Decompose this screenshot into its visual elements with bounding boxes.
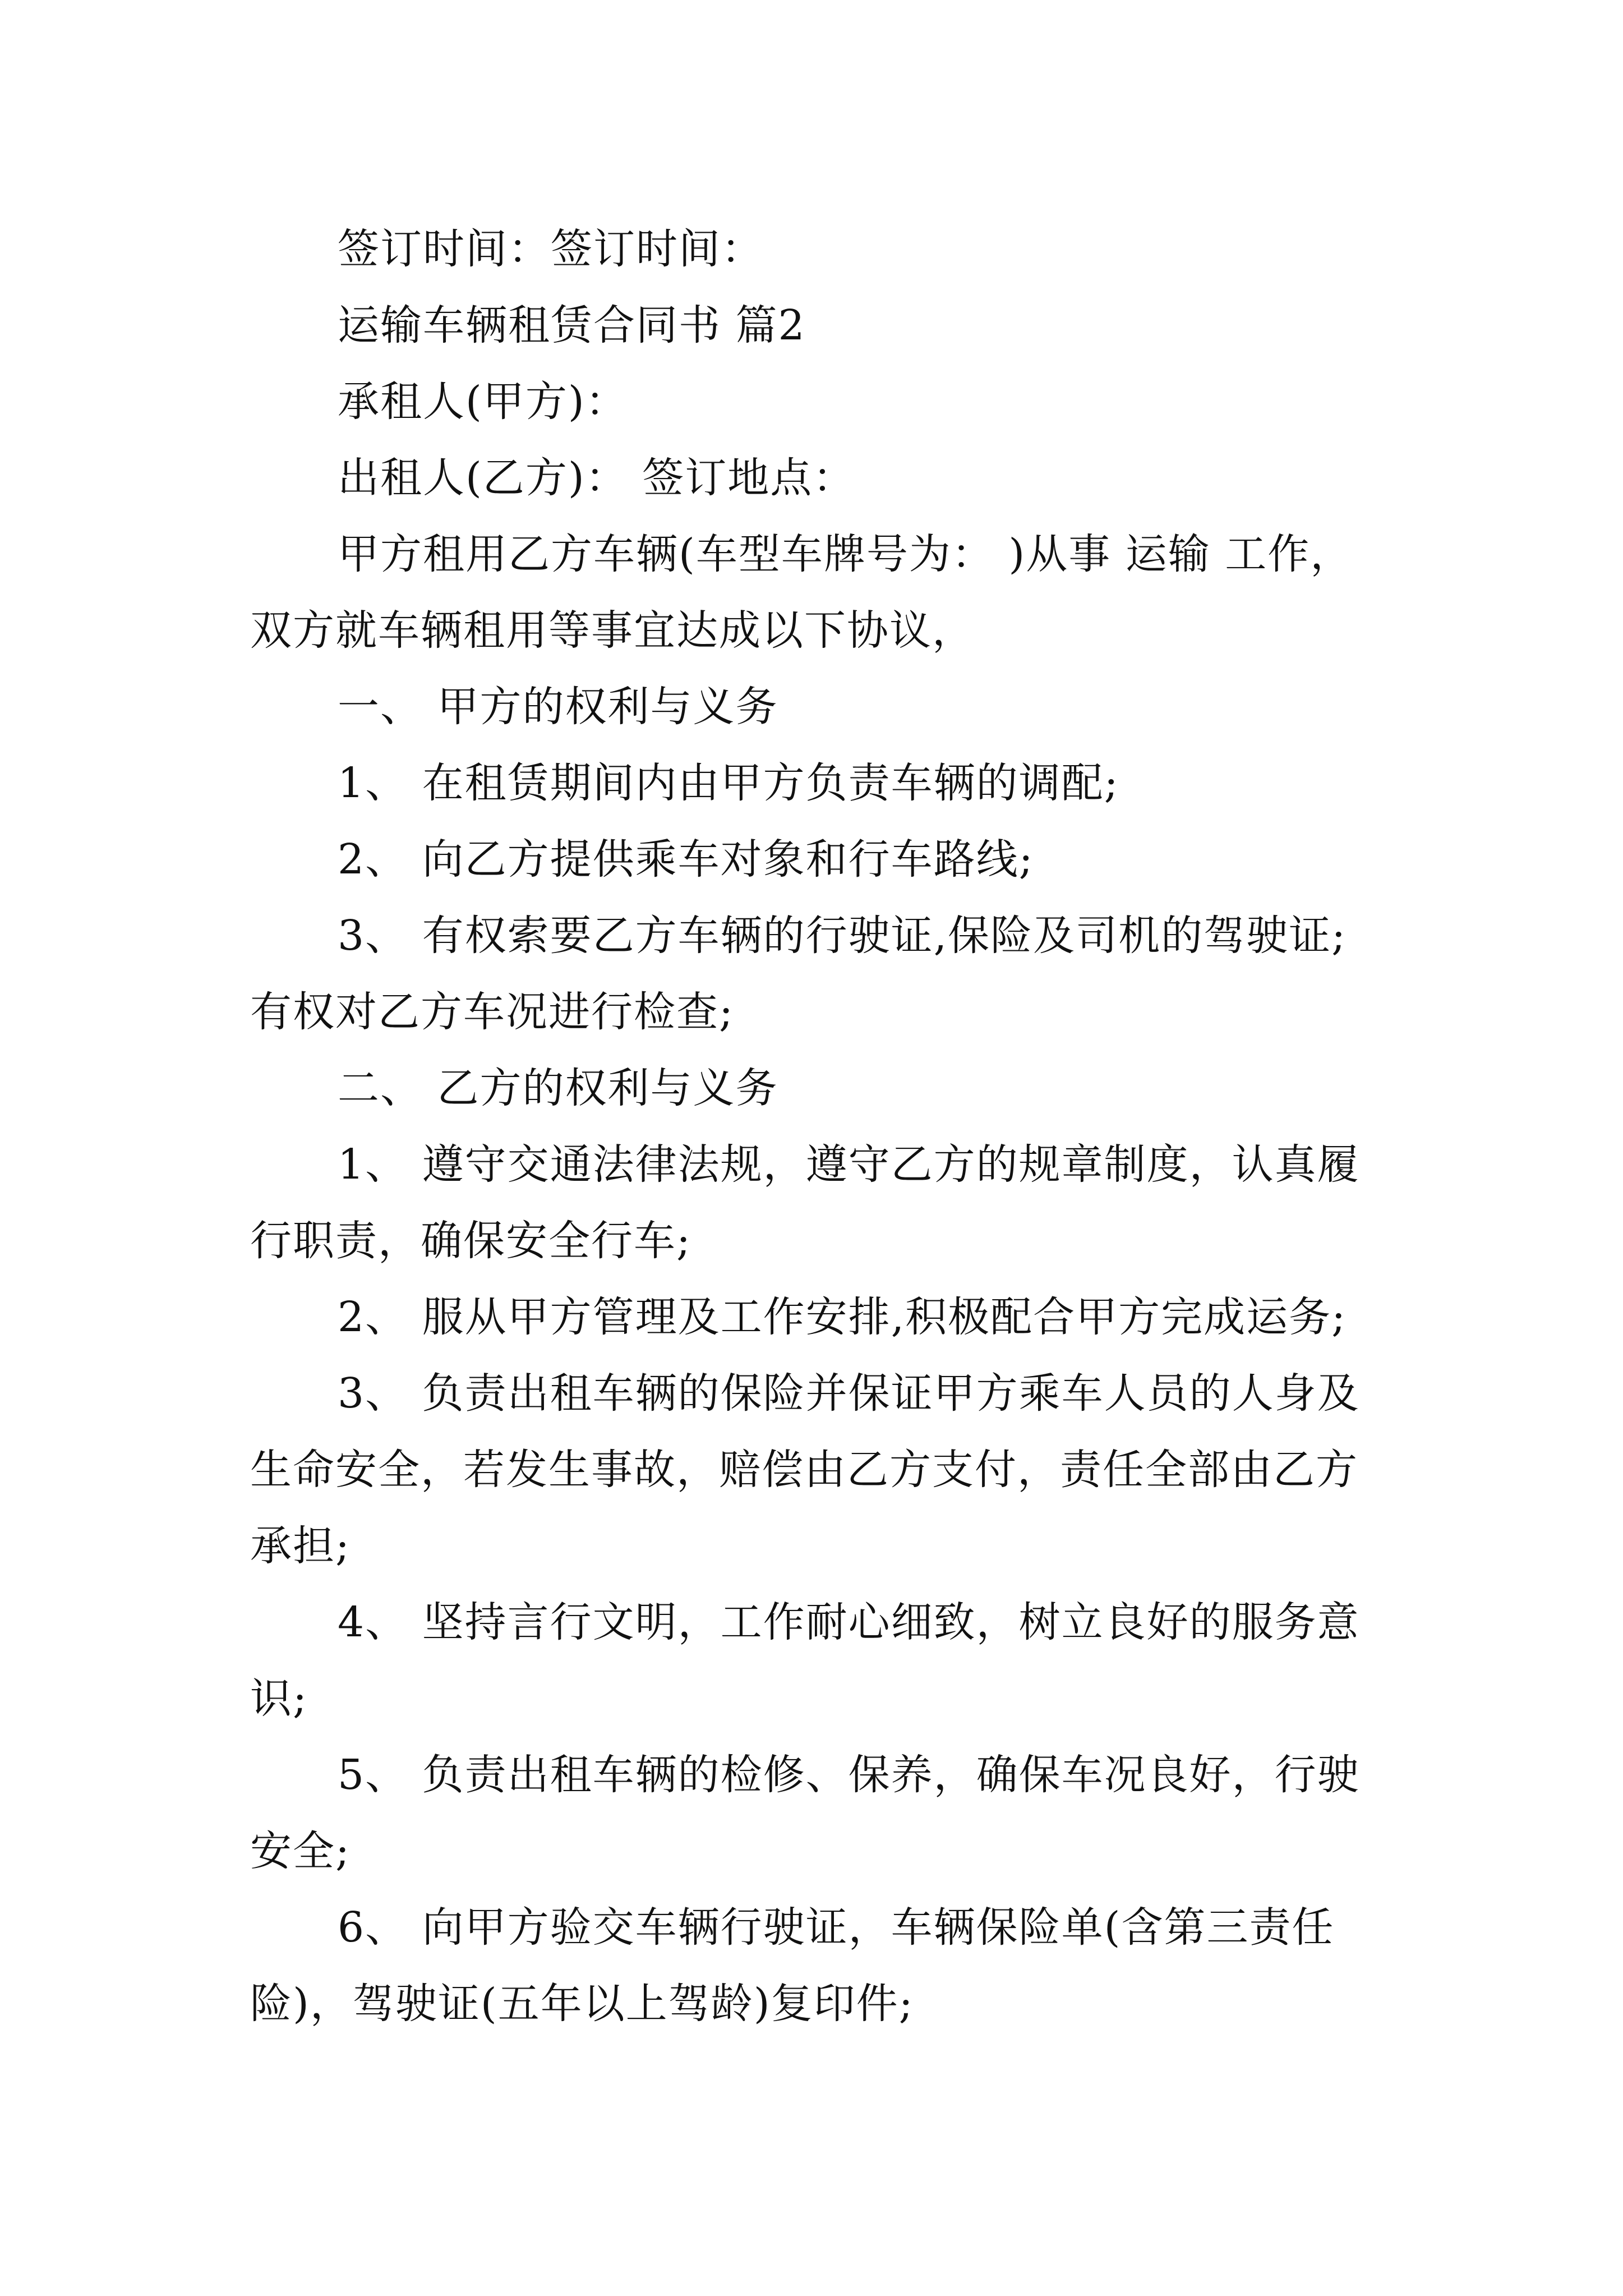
lessor-line: 出租人(乙方)： 签订地点： <box>338 454 856 502</box>
section-heading-party-a: 一、 甲方的权利与义务 <box>338 683 778 731</box>
party-a-clause-3: 3、 有权索要乙方车辆的行驶证,保险及司机的驾驶证;有权对乙方车况进行检查; <box>250 912 1347 1036</box>
party-a-clause-1: 1、 在租赁期间内由甲方负责车辆的调配; <box>338 759 1119 807</box>
party-b-clause-6: 6、 向甲方验交车辆行驶证，车辆保险单(含第三责任险)，驾驶证(五年以上驾龄)复印件; <box>250 1903 1335 2028</box>
lessee-line: 承租人(甲方)： <box>338 378 628 426</box>
party-b-clause-1: 1、 遵守交通法律法规，遵守乙方的规章制度，认真履行职责，确保安全行车; <box>250 1140 1360 1265</box>
section-heading-party-b: 二、 乙方的权利与义务 <box>338 1064 778 1112</box>
party-a-clause-2: 2、 向乙方提供乘车对象和行车路线; <box>338 835 1034 884</box>
contract-title: 运输车辆租赁合同书 篇2 <box>338 301 806 349</box>
party-b-clause-2: 2、 服从甲方管理及工作安排,积极配合甲方完成运务; <box>338 1293 1347 1341</box>
signing-time-line: 签订时间：签订时间： <box>338 225 764 273</box>
party-b-clause-3: 3、 负责出租车辆的保险并保证甲方乘车人员的人身及生命安全，若发生事故，赔偿由乙方支付，责任全部由乙方承担; <box>250 1369 1360 1570</box>
party-b-clause-4: 4、 坚持言行文明，工作耐心细致，树立良好的服务意识; <box>250 1598 1360 1723</box>
document-body <box>250 211 1383 2042</box>
party-b-clause-5: 5、 负责出租车辆的检修、保养，确保车况良好，行驶安全; <box>250 1751 1360 1875</box>
agreement-intro: 甲方租用乙方车辆(车型车牌号为： )从事 运输 工作，双方就车辆租用等事宜达成以下协议， <box>250 530 1353 655</box>
